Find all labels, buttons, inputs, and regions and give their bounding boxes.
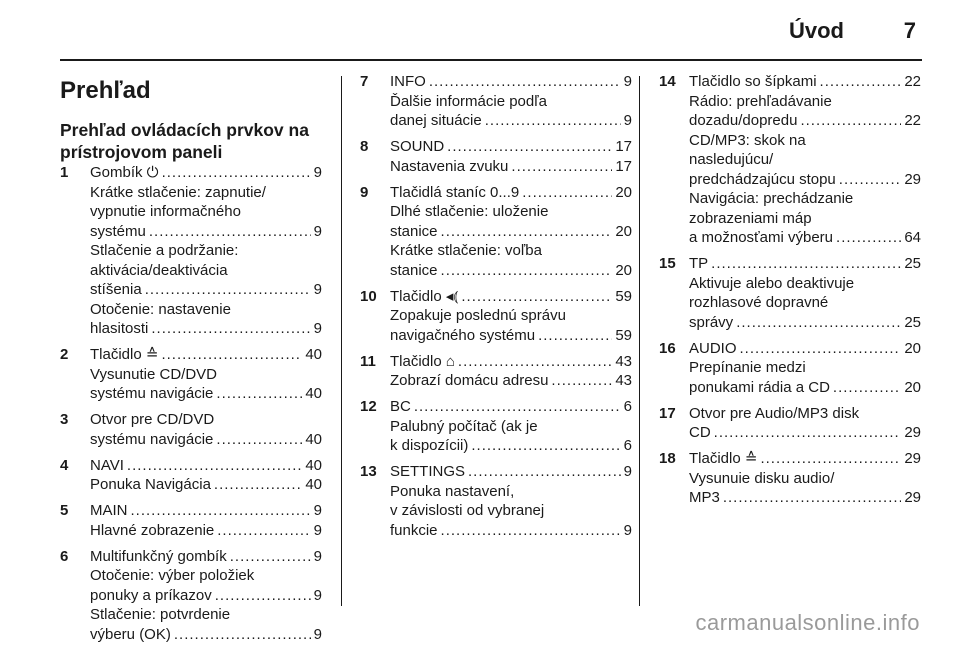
entry-line bbox=[390, 352, 632, 372]
entry-line bbox=[90, 222, 322, 242]
page-reference: 29 bbox=[904, 170, 921, 188]
dot-leader bbox=[131, 501, 311, 521]
entry-line bbox=[90, 384, 322, 404]
toc-entry-5 bbox=[60, 501, 322, 540]
entry-text: predchádzajúcu stopu bbox=[689, 170, 836, 188]
dot-leader bbox=[414, 397, 621, 417]
dot-leader bbox=[760, 449, 901, 469]
entry-text: funkcie bbox=[390, 521, 438, 539]
entry-text: v závislosti od vybranej bbox=[390, 502, 545, 519]
entry-text: Stlačenie: potvrdenie bbox=[90, 606, 231, 623]
entry-number: 1 bbox=[60, 164, 69, 181]
toc-entry-9 bbox=[360, 183, 632, 281]
dot-leader bbox=[215, 586, 311, 606]
entry-line bbox=[689, 293, 921, 313]
dot-leader bbox=[714, 423, 902, 443]
entry-number: 11 bbox=[360, 352, 376, 370]
entry-line bbox=[90, 280, 322, 300]
entry-number: 14 bbox=[659, 73, 676, 90]
entry-line bbox=[90, 547, 322, 567]
entry-text: navigačného systému bbox=[390, 326, 536, 344]
page-reference: 17 bbox=[615, 138, 632, 155]
entry-line bbox=[390, 501, 632, 521]
page-reference: 9 bbox=[313, 164, 322, 181]
entry-line bbox=[689, 209, 921, 229]
entry-number: 13 bbox=[360, 463, 377, 480]
page-reference: 29 bbox=[904, 424, 921, 441]
page-number: 7 bbox=[903, 18, 916, 43]
entry-text: SETTINGS bbox=[390, 463, 466, 480]
dot-leader bbox=[736, 313, 901, 333]
page-reference: 9 bbox=[623, 463, 632, 480]
entry-text: Navigácia: prechádzanie bbox=[689, 190, 854, 207]
entry-text: Tlačidlo ⌂ bbox=[390, 352, 455, 370]
dot-leader bbox=[458, 352, 612, 372]
page-reference: 9 bbox=[313, 222, 322, 240]
dot-leader bbox=[833, 378, 901, 398]
dot-leader bbox=[800, 111, 901, 131]
entry-text: Otvor pre CD/DVD bbox=[90, 411, 215, 428]
entry-text: Zobrazí domácu adresu bbox=[390, 372, 549, 389]
entry-list bbox=[60, 163, 322, 644]
page-reference: 40 bbox=[305, 456, 322, 474]
column-3 bbox=[659, 72, 921, 514]
entry-line bbox=[390, 371, 632, 391]
entry-text: ponukami rádia a CD bbox=[689, 378, 830, 396]
entry-line bbox=[390, 326, 632, 346]
entry-text: Tlačidlo ≙ bbox=[689, 450, 758, 467]
toc-entry-3 bbox=[60, 410, 322, 449]
entry-number: 17 bbox=[659, 404, 676, 422]
entry-text: systému bbox=[90, 222, 146, 240]
dot-leader bbox=[538, 326, 612, 346]
page-reference: 22 bbox=[904, 112, 921, 129]
dot-leader bbox=[471, 436, 620, 456]
dot-leader bbox=[711, 254, 901, 274]
dot-leader bbox=[468, 462, 621, 482]
entry-line bbox=[689, 72, 921, 92]
page-reference: 9 bbox=[313, 586, 322, 604]
entry-line bbox=[90, 261, 322, 281]
dot-leader bbox=[217, 521, 310, 541]
toc-entry-15 bbox=[659, 254, 921, 332]
entry-text: rozhlasové dopravné bbox=[689, 294, 829, 311]
entry-text: Prepínanie medzi bbox=[689, 359, 806, 376]
entry-text: Vysunuie disku audio/ bbox=[689, 469, 835, 487]
dot-leader bbox=[441, 521, 621, 541]
dot-leader bbox=[161, 345, 302, 365]
entry-list bbox=[360, 72, 632, 540]
page-reference: 20 bbox=[615, 183, 632, 201]
dot-leader bbox=[429, 72, 621, 92]
dot-leader bbox=[447, 137, 612, 157]
entry-text: stanice bbox=[390, 261, 438, 279]
entry-line bbox=[689, 131, 921, 151]
page-reference: 20 bbox=[904, 339, 921, 357]
entry-text: Krátke stlačenie: zapnutie/ bbox=[90, 183, 266, 201]
page-reference: 9 bbox=[623, 73, 632, 90]
entry-line bbox=[689, 170, 921, 190]
entry-text: danej situácie bbox=[390, 112, 482, 129]
dot-leader bbox=[441, 222, 613, 242]
toc-entry-14 bbox=[659, 72, 921, 248]
column-1 bbox=[60, 72, 322, 651]
entry-text: Ďalšie informácie podľa bbox=[390, 92, 547, 110]
dot-leader bbox=[441, 261, 613, 281]
entry-number: 5 bbox=[60, 502, 69, 519]
entry-line bbox=[90, 430, 322, 450]
entry-text: Krátke stlačenie: voľba bbox=[390, 242, 542, 259]
entry-line bbox=[689, 339, 921, 359]
dot-leader bbox=[485, 111, 621, 131]
dot-leader bbox=[511, 157, 612, 177]
entry-line bbox=[390, 261, 632, 281]
dot-leader bbox=[551, 371, 612, 391]
dot-leader bbox=[216, 430, 302, 450]
entry-line bbox=[390, 157, 632, 177]
page-reference: 20 bbox=[615, 222, 632, 240]
column-divider-1 bbox=[341, 76, 342, 606]
dot-leader bbox=[820, 72, 902, 92]
entry-text: BC bbox=[390, 398, 411, 415]
entry-text: Nastavenia zvuku bbox=[390, 157, 509, 175]
page-reference: 25 bbox=[904, 313, 921, 331]
entry-text: Stlačenie a podržanie: bbox=[90, 242, 239, 259]
page-reference: 17 bbox=[615, 157, 632, 175]
page-reference: 22 bbox=[904, 73, 921, 90]
entry-line bbox=[689, 228, 921, 248]
entry-text: Palubný počítač (ak je bbox=[390, 417, 538, 435]
entry-line bbox=[390, 111, 632, 131]
page-reference: 43 bbox=[615, 372, 632, 389]
entry-line bbox=[689, 423, 921, 443]
entry-line bbox=[90, 475, 322, 495]
entry-text: Ponuka Navigácia bbox=[90, 476, 211, 493]
toc-entry-4 bbox=[60, 456, 322, 495]
entry-line bbox=[390, 72, 632, 92]
entry-text: nasledujúcu/ bbox=[689, 151, 774, 168]
dot-leader bbox=[214, 475, 302, 495]
entry-text: Otočenie: nastavenie bbox=[90, 300, 231, 318]
entry-text: TP bbox=[689, 255, 709, 272]
entry-line bbox=[90, 501, 322, 521]
entry-text: Otvor pre Audio/MP3 disk bbox=[689, 404, 860, 422]
page-reference: 9 bbox=[313, 502, 322, 519]
entry-line bbox=[390, 183, 632, 203]
column-2 bbox=[360, 72, 632, 547]
page-reference: 9 bbox=[313, 625, 322, 643]
dot-leader bbox=[740, 339, 902, 359]
page-reference: 6 bbox=[623, 398, 632, 415]
dot-leader bbox=[230, 547, 311, 567]
dot-leader bbox=[174, 625, 311, 645]
entry-text: Tlačidlo ≙ bbox=[90, 346, 159, 363]
page-reference: 40 bbox=[305, 476, 322, 493]
entry-line bbox=[689, 449, 921, 469]
entry-text: dozadu/dopredu bbox=[689, 112, 798, 129]
dot-leader bbox=[461, 287, 612, 307]
page-reference: 9 bbox=[313, 281, 322, 298]
entry-line bbox=[689, 92, 921, 112]
entry-text: ponuky a príkazov bbox=[90, 586, 212, 604]
header-divider bbox=[60, 59, 922, 61]
entry-text: Rádio: prehľadávanie bbox=[689, 92, 832, 110]
page-reference: 40 bbox=[305, 430, 322, 448]
toc-entry-6 bbox=[60, 547, 322, 645]
entry-text: hlasitosti bbox=[90, 320, 149, 337]
toc-entry-17 bbox=[659, 404, 921, 443]
entry-number: 12 bbox=[360, 398, 377, 415]
entry-line bbox=[90, 365, 322, 385]
entry-number: 9 bbox=[360, 183, 369, 201]
page-reference: 25 bbox=[904, 255, 921, 272]
dot-leader bbox=[145, 280, 311, 300]
toc-entry-11 bbox=[360, 352, 632, 391]
entry-text: Multifunkčný gombík bbox=[90, 547, 227, 565]
watermark: carmanualsonline.info bbox=[695, 610, 920, 635]
page-reference: 9 bbox=[623, 112, 632, 129]
dot-leader bbox=[162, 163, 311, 183]
entry-line bbox=[689, 274, 921, 294]
dot-leader bbox=[723, 488, 901, 508]
page-reference: 29 bbox=[904, 489, 921, 506]
entry-text: Hlavné zobrazenie bbox=[90, 521, 215, 539]
page-reference: 59 bbox=[615, 326, 632, 344]
entry-line bbox=[90, 605, 322, 625]
entry-line bbox=[689, 111, 921, 131]
toc-entry-8 bbox=[360, 137, 632, 176]
entry-text: Vysunutie CD/DVD bbox=[90, 365, 217, 383]
subsection-title: Prehľad ovládacích prvkov na prístrojovom paneli bbox=[60, 120, 309, 162]
entry-number: 7 bbox=[360, 73, 369, 90]
entry-line bbox=[90, 300, 322, 320]
entry-line bbox=[390, 137, 632, 157]
dot-leader bbox=[151, 319, 310, 339]
entry-line bbox=[689, 488, 921, 508]
entry-text: stíšenia bbox=[90, 281, 142, 298]
entry-text: k dispozícii) bbox=[390, 437, 469, 454]
entry-number: 15 bbox=[659, 255, 676, 272]
entry-line bbox=[390, 436, 632, 456]
entry-line bbox=[90, 183, 322, 203]
entry-line bbox=[390, 417, 632, 437]
entry-line bbox=[390, 482, 632, 502]
entry-number: 8 bbox=[360, 138, 369, 155]
entry-line bbox=[90, 566, 322, 586]
entry-line bbox=[689, 469, 921, 489]
toc-entry-7 bbox=[360, 72, 632, 131]
entry-text: Otočenie: výber položiek bbox=[90, 567, 255, 584]
entry-text: CD bbox=[689, 424, 711, 441]
entry-text: Zopakuje poslednú správu bbox=[390, 307, 566, 324]
entry-line bbox=[390, 287, 632, 307]
section-title: Prehľad bbox=[60, 77, 151, 104]
page-reference: 9 bbox=[313, 521, 322, 539]
entry-line bbox=[90, 241, 322, 261]
page-reference: 9 bbox=[313, 320, 322, 337]
entry-text: SOUND bbox=[390, 138, 445, 155]
entry-text: vypnutie informačného bbox=[90, 203, 241, 220]
entry-line bbox=[390, 92, 632, 112]
dot-leader bbox=[839, 170, 902, 190]
dot-leader bbox=[149, 222, 311, 242]
dot-leader bbox=[127, 456, 302, 476]
entry-list bbox=[659, 72, 921, 508]
entry-text: Tlačidlá staníc 0...9 bbox=[390, 183, 520, 201]
entry-number: 6 bbox=[60, 547, 69, 565]
toc-entry-2 bbox=[60, 345, 322, 404]
entry-text: a možnosťami výberu bbox=[689, 229, 834, 246]
entry-text: Tlačidlo so šípkami bbox=[689, 73, 817, 90]
entry-line bbox=[689, 313, 921, 333]
entry-number: 18 bbox=[659, 450, 676, 467]
page-reference: 59 bbox=[615, 287, 632, 305]
page-reference: 40 bbox=[305, 385, 322, 402]
page-reference: 9 bbox=[623, 521, 632, 539]
page-reference: 9 bbox=[313, 547, 322, 565]
entry-line bbox=[90, 410, 322, 430]
entry-line bbox=[90, 202, 322, 222]
entry-text: INFO bbox=[390, 73, 426, 90]
entry-text: MAIN bbox=[90, 502, 128, 519]
toc-entry-16 bbox=[659, 339, 921, 398]
toc-entry-13 bbox=[360, 462, 632, 540]
entry-text: AUDIO bbox=[689, 339, 737, 357]
entry-text: Tlačidlo ◂⦅ bbox=[390, 287, 459, 305]
entry-text: Aktivuje alebo deaktivuje bbox=[689, 274, 855, 292]
toc-entry-18 bbox=[659, 449, 921, 508]
entry-number: 16 bbox=[659, 339, 676, 357]
entry-line bbox=[90, 625, 322, 645]
entry-line bbox=[390, 306, 632, 326]
page-reference: 64 bbox=[904, 229, 921, 246]
entry-text: NAVI bbox=[90, 456, 124, 474]
entry-line bbox=[90, 521, 322, 541]
dot-leader bbox=[216, 384, 302, 404]
entry-text: Dlhé stlačenie: uloženie bbox=[390, 203, 549, 220]
entry-text: Gombík ⏻ bbox=[90, 164, 159, 181]
entry-text: systému navigácie bbox=[90, 385, 214, 402]
entry-number: 2 bbox=[60, 346, 69, 363]
entry-line bbox=[689, 254, 921, 274]
toc-entry-12 bbox=[360, 397, 632, 456]
dot-leader bbox=[836, 228, 901, 248]
page-reference: 29 bbox=[904, 450, 921, 467]
entry-line bbox=[390, 222, 632, 242]
entry-text: Ponuka nastavení, bbox=[390, 482, 515, 500]
entry-line bbox=[689, 189, 921, 209]
dot-leader bbox=[522, 183, 612, 203]
toc-entry-10 bbox=[360, 287, 632, 346]
page-reference: 40 bbox=[305, 346, 322, 363]
page-header-title: Úvod bbox=[789, 18, 844, 43]
entry-line bbox=[689, 378, 921, 398]
entry-text: zobrazeniami máp bbox=[689, 209, 812, 227]
entry-text: aktivácia/deaktivácia bbox=[90, 261, 228, 279]
toc-entry-1 bbox=[60, 163, 322, 339]
entry-number: 10 bbox=[360, 287, 377, 305]
entry-text: správy bbox=[689, 313, 734, 331]
entry-line bbox=[90, 586, 322, 606]
page-reference: 6 bbox=[623, 437, 632, 454]
entry-number: 4 bbox=[60, 456, 69, 474]
entry-text: MP3 bbox=[689, 489, 720, 506]
entry-line bbox=[390, 521, 632, 541]
entry-text: CD/MP3: skok na bbox=[689, 131, 806, 149]
page-reference: 43 bbox=[615, 352, 632, 370]
entry-text: systému navigácie bbox=[90, 430, 214, 448]
entry-line bbox=[390, 241, 632, 261]
entry-line bbox=[689, 150, 921, 170]
entry-text: výberu (OK) bbox=[90, 625, 171, 643]
entry-line bbox=[390, 397, 632, 417]
entry-line bbox=[90, 345, 322, 365]
page-reference: 20 bbox=[904, 378, 921, 396]
page-reference: 20 bbox=[615, 261, 632, 279]
entry-line bbox=[90, 319, 322, 339]
entry-text: stanice bbox=[390, 222, 438, 240]
column-divider-2 bbox=[639, 76, 640, 606]
entry-line bbox=[90, 163, 322, 183]
entry-line bbox=[689, 358, 921, 378]
entry-line bbox=[390, 462, 632, 482]
entry-line bbox=[90, 456, 322, 476]
entry-line bbox=[390, 202, 632, 222]
entry-line bbox=[689, 404, 921, 424]
entry-number: 3 bbox=[60, 411, 69, 428]
